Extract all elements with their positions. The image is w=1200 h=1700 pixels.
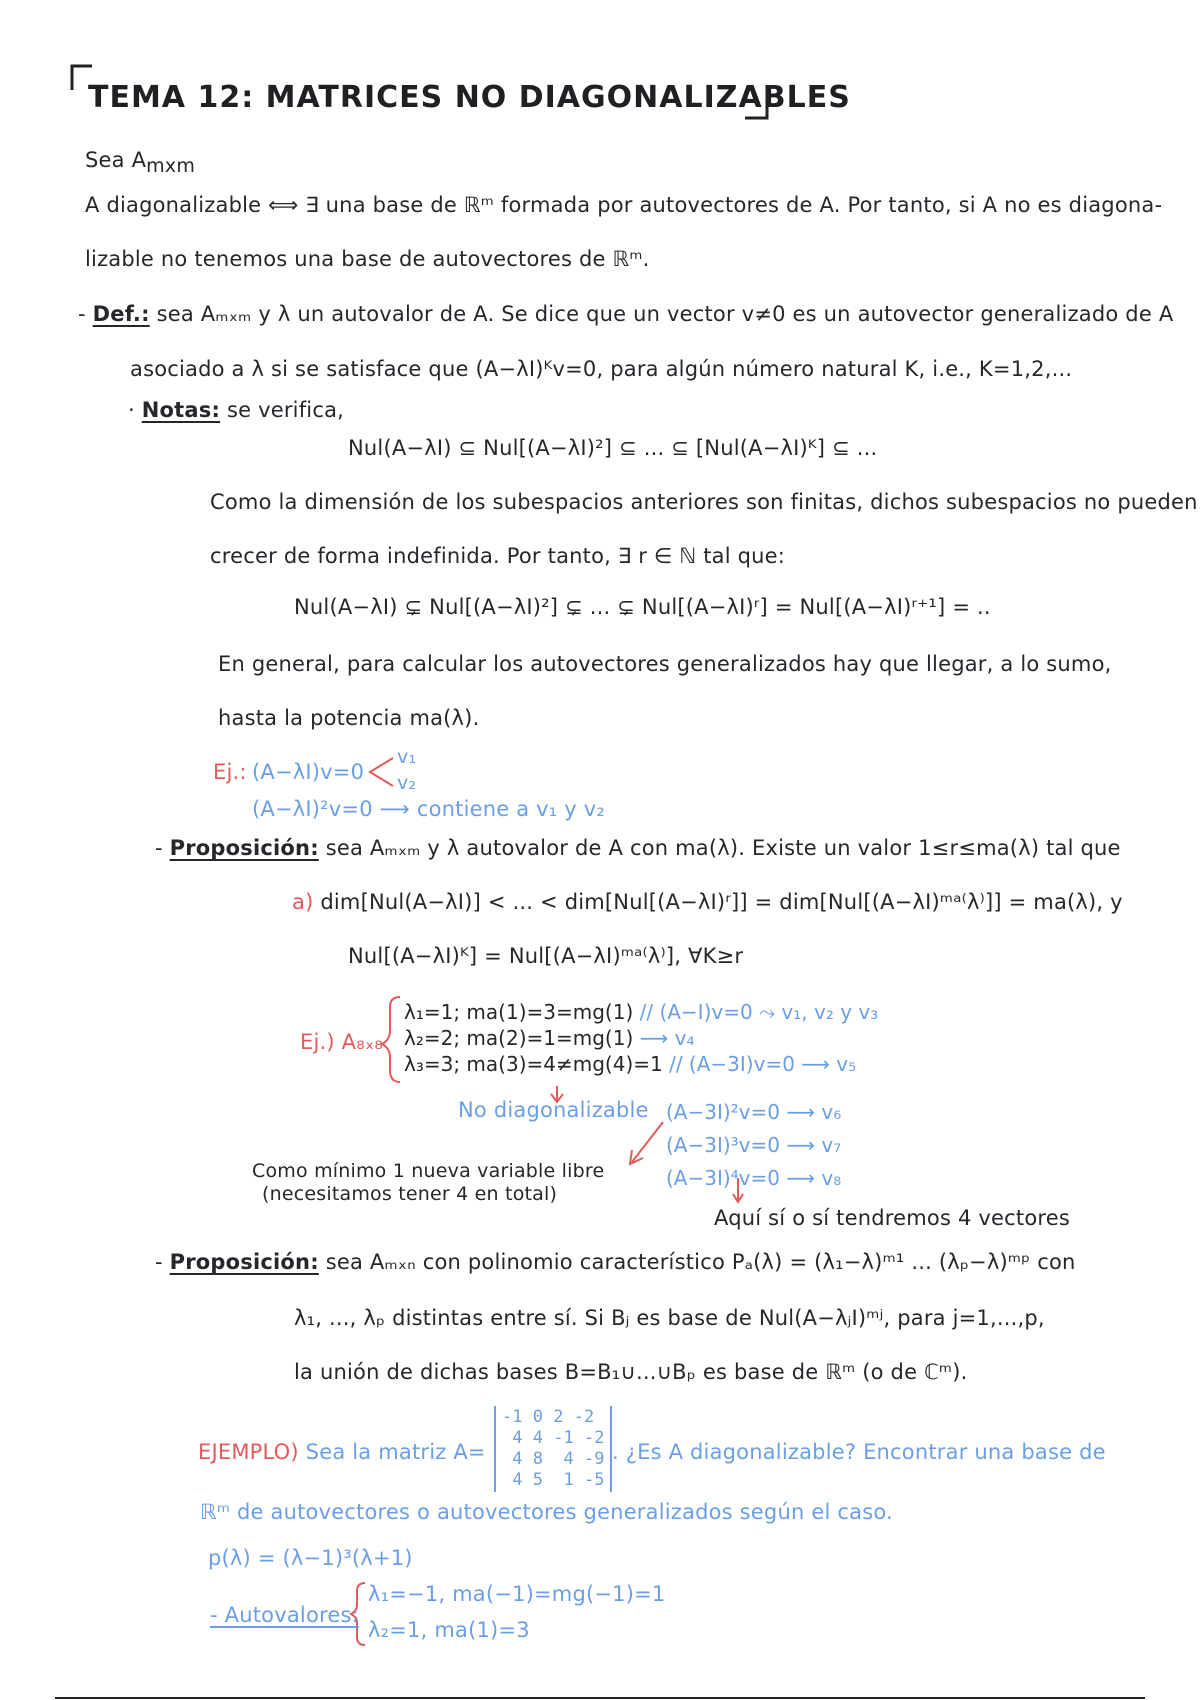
notes-text: se verifica, [220, 398, 345, 422]
subspace-chain-2: Nul(A−λI) ⊊ Nul[(A−λI)²] ⊊ ... ⊊ Nul[(A−λI)ʳ] = Nul[(A−λI)ʳ⁺¹] = .. [294, 595, 991, 619]
example1-v2: v₂ [397, 772, 417, 794]
matrix-cell: -5 [583, 1470, 605, 1490]
example3-polynomial: p(λ) = (λ−1)³(λ+1) [208, 1546, 413, 1570]
para1-line-2: crecer de forma indefinida. Por tanto, ∃ r ∈ ℕ tal que: [210, 544, 786, 568]
example1-label: Ej.: [213, 760, 247, 784]
subspace-chain-1: Nul(A−λI) ⊆ Nul[(A−λI)²] ⊆ ... ⊆ [Nul(A−λI)ᴷ] ⊆ ... [348, 436, 878, 460]
proposition1-text-1: sea Aₘₓₘ y λ autovalor de A con ma(λ). Existe un valor 1≤r≤ma(λ) tal que [318, 836, 1121, 860]
proposition1-item-a: a) [292, 890, 314, 914]
proposition1-line-3: Nul[(A−λI)ᴷ] = Nul[(A−λI)ᵐᵃ⁽λ⁾], ∀K≥r [348, 944, 744, 968]
matrix-row [502, 1407, 604, 1428]
example2-power-4: (A−3I)⁴v=0 ⟶ v₈ [666, 1166, 842, 1190]
example2-power-3: (A−3I)³v=0 ⟶ v₇ [666, 1133, 842, 1157]
proposition1-line-1: - Proposición: sea Aₘₓₘ y λ autovalor de A con ma(λ). Existe un valor 1≤r≤ma(λ) tal que [155, 836, 1121, 860]
example3-eigen-label-line [210, 1603, 359, 1628]
example2-note-2: (necesitamos tener 4 en total) [262, 1183, 558, 1205]
example2-eigen-list [404, 999, 878, 1077]
example2-note-1: Como mínimo 1 nueva variable libre [252, 1160, 605, 1182]
page-title: TEMA 12: MATRICES NO DIAGONALIZABLES [88, 80, 851, 115]
example3-line-1 [198, 1440, 486, 1465]
notes-label: Notas: [141, 398, 221, 422]
matrix-row [502, 1470, 604, 1491]
example2-row-1 [404, 999, 878, 1025]
proposition1-label: Proposición: [169, 836, 319, 860]
definition-line-1: - Def.: sea Aₘₓₘ y λ un autovalor de A. Se dice que un vector v≠0 es un autovector generalizado de A [78, 302, 1174, 326]
example2-conclusion: Aquí sí o sí tendremos 4 vectores [714, 1206, 1071, 1230]
intro-line-1 [85, 148, 195, 178]
example2-power-stack [666, 1096, 841, 1195]
example1-eq2-result: contiene a v₁ y v₂ [416, 797, 606, 821]
example1-v1: v₁ [397, 746, 417, 768]
example2-row-3-vectors: // (A−3I)v=0 ⟶ v₅ [662, 1052, 857, 1076]
matrix-row [502, 1449, 604, 1470]
example2-row-2 [404, 1025, 878, 1051]
matrix-cell: 5 [532, 1470, 543, 1490]
proposition1-text-2: dim[Nul(A−λI)] < ... < dim[Nul[(A−λI)ʳ]] = dim[Nul[(A−λI)ᵐᵃ⁽λ⁾]] = ma(λ), y [313, 890, 1123, 914]
example2-row-1-vectors: // (A−I)v=0 ⤳ v₁, v₂ y v₃ [633, 1000, 879, 1024]
matrix-cell: 0 [532, 1407, 543, 1427]
matrix-row [502, 1428, 604, 1449]
example2-row-2-vectors: ⟶ v₄ [633, 1026, 695, 1050]
intro-line-2: A diagonalizable ⟺ ∃ una base de ℝᵐ formada por autovectores de A. Por tanto, si A no es diagona- [85, 193, 1163, 217]
matrix-cell: 1 [563, 1470, 574, 1490]
split-bracket-icon [370, 758, 393, 786]
example3-text-before: Sea la matriz A= [298, 1440, 486, 1464]
proposition2-line-1: - Proposición: sea Aₘₓₙ con polinomio característico Pₐ(λ) = (λ₁−λ)ᵐ¹ ... (λₚ−λ)ᵐᵖ con [155, 1250, 1076, 1274]
intro-line-3: lizable no tenemos una base de autovectores de ℝᵐ. [85, 247, 650, 271]
intro-subscript: mxm [146, 155, 196, 178]
example3-label: EJEMPLO) [198, 1440, 299, 1464]
proposition1-line-2 [292, 890, 1123, 915]
matrix-cell: -1 [553, 1428, 574, 1448]
notes-line: · Notas: se verifica, [128, 398, 345, 422]
example3-eigen-1: λ₁=−1, ma(−1)=mg(−1)=1 [368, 1582, 666, 1606]
definition-text-1: sea Aₘₓₘ y λ un autovalor de A. Se dice que un vector v≠0 es un autovector generalizado de A [149, 302, 1174, 326]
para2-line-1: En general, para calcular los autovectores generalizados hay que llegar, a lo sumo, [218, 652, 1112, 676]
proposition2-line-3: la unión de dichas bases B=B₁∪...∪Bₚ es base de ℝᵐ (o de ℂᵐ). [294, 1360, 968, 1384]
example2-row-3 [404, 1051, 878, 1077]
example1-eq2: (A−λI)²v=0 [252, 797, 373, 821]
matrix-cell: 8 [532, 1449, 543, 1469]
example3-text-after: . ¿Es A diagonalizable? Encontrar una base de [612, 1440, 1106, 1464]
para2-line-2: hasta la potencia ma(λ). [218, 706, 480, 730]
matrix-cell: -1 [502, 1407, 523, 1427]
eigen-brace-icon [382, 997, 400, 1082]
matrix-cell: 4 [563, 1449, 574, 1469]
matrix-cell: 4 [532, 1428, 543, 1448]
example3-line-2: ℝᵐ de autovectores o autovectores generalizados según el caso. [200, 1500, 893, 1524]
example3-eigen-label: - Autovalores: [210, 1603, 359, 1627]
example2-not-diagonalizable: No diagonalizable [458, 1098, 649, 1122]
intro-sea: Sea A [85, 148, 147, 172]
example2-row-3-eig: λ₃=3; ma(3)=4≠mg(4)=1 [404, 1052, 663, 1076]
example3-eigen-2: λ₂=1, ma(1)=3 [368, 1618, 530, 1642]
matrix-cell: 4 [512, 1449, 523, 1469]
matrix-cell: 4 [512, 1428, 523, 1448]
proposition2-text-1: sea Aₘₓₙ con polinomio característico Pₐ(λ) = (λ₁−λ)ᵐ¹ ... (λₚ−λ)ᵐᵖ con [318, 1250, 1076, 1274]
matrix-cell: -9 [583, 1449, 605, 1469]
example3-matrix [494, 1406, 612, 1492]
example1-eq1: (A−λI)v=0 [252, 760, 365, 784]
matrix-cell: -2 [583, 1428, 605, 1448]
example2-row-2-eig: λ₂=2; ma(2)=1=mg(1) [404, 1026, 634, 1050]
matrix-cell: -2 [573, 1407, 595, 1427]
example2-label: Ej.) A₈ₓ₈ [300, 1030, 383, 1054]
example1-eq2-line: (A−λI)²v=0 ⟶ contiene a v₁ y v₂ [252, 797, 606, 821]
proposition2-line-2: λ₁, ..., λₚ distintas entre sí. Si Bⱼ es base de Nul(A−λⱼI)ᵐʲ, para j=1,...,p, [294, 1306, 1045, 1330]
matrix-cell: 4 [512, 1470, 523, 1490]
example2-power-2: (A−3I)²v=0 ⟶ v₆ [666, 1100, 842, 1124]
page-bottom-rule [55, 1697, 1145, 1699]
diagonal-arrow-icon [630, 1122, 663, 1164]
proposition2-label: Proposición: [169, 1250, 319, 1274]
definition-line-2: asociado a λ si se satisface que (A−λI)ᴷv=0, para algún número natural K, i.e., K=1,2,... [130, 357, 1073, 381]
definition-label: Def.: [92, 302, 150, 326]
example2-row-1-eig: λ₁=1; ma(1)=3=mg(1) [404, 1000, 634, 1024]
para1-line-1: Como la dimensión de los subespacios anteriores son finitas, dichos subespacios no pueden [210, 490, 1198, 514]
matrix-cell: 2 [553, 1407, 564, 1427]
